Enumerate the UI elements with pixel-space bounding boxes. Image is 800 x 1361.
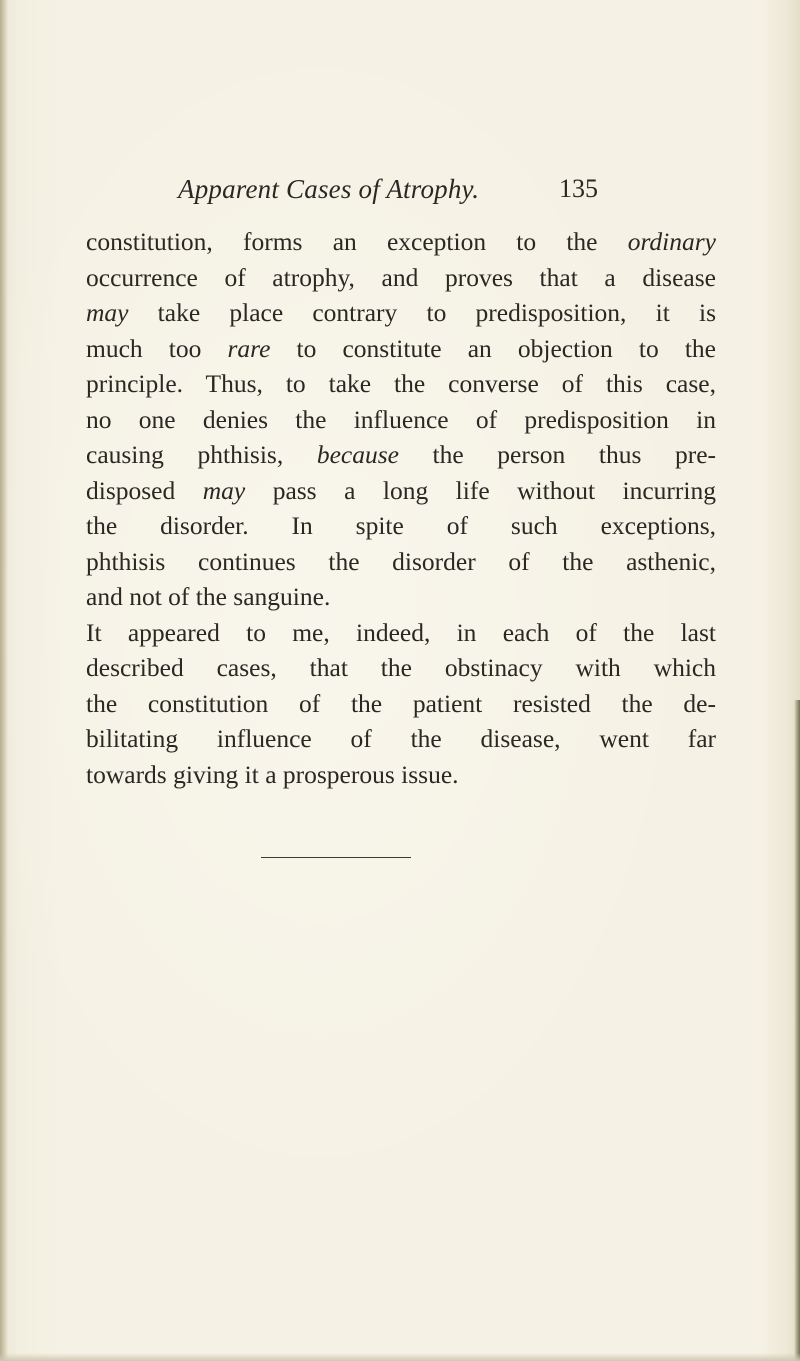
binding-edge — [0, 0, 8, 1361]
text-line: much too rare to constitute an objection to the — [86, 333, 716, 363]
text-line: bilitating influence of the disease, went far — [86, 724, 716, 753]
text-line: the constitution of the patient resisted the de- — [86, 688, 716, 718]
text-line: described cases, that the obstinacy with which — [86, 653, 716, 682]
emphasis: ordinary — [627, 227, 716, 256]
section-divider-rule — [261, 857, 411, 858]
page-edge-shadow — [794, 700, 800, 1361]
text-line: occurrence of atrophy, and proves that a disease — [86, 262, 716, 292]
running-head — [178, 171, 598, 207]
text-line: It appeared to me, indeed, in each of the last — [86, 617, 716, 647]
page-bottom-edge — [0, 1353, 800, 1361]
text-line: no one denies the influence of predisposition in — [86, 404, 716, 434]
emphasis: may — [86, 298, 129, 327]
emphasis: because — [316, 440, 399, 469]
text-line: principle. Thus, to take the converse of this case, — [86, 369, 716, 398]
page-number: 135 — [559, 174, 598, 203]
text-line: the disorder. In spite of such exceptions, — [86, 511, 716, 540]
text-line: phthisis continues the disorder of the asthenic, — [86, 546, 716, 576]
text-line: may take place contrary to predisposition, it is — [86, 298, 716, 327]
text-line: and not of the sanguine. — [86, 582, 331, 611]
body-text — [86, 224, 716, 792]
emphasis: may — [202, 475, 246, 505]
running-title: Apparent Cases of Atrophy. — [178, 174, 480, 204]
text-line: disposed may pass a long life without incurring — [86, 475, 716, 505]
emphasis: rare — [227, 333, 271, 363]
text-line: towards giving it a prosperous issue. — [86, 759, 459, 789]
text-line: causing phthisis, because the person thus pre- — [86, 440, 717, 469]
text-line: constitution, forms an exception to the ordinary — [86, 227, 716, 256]
